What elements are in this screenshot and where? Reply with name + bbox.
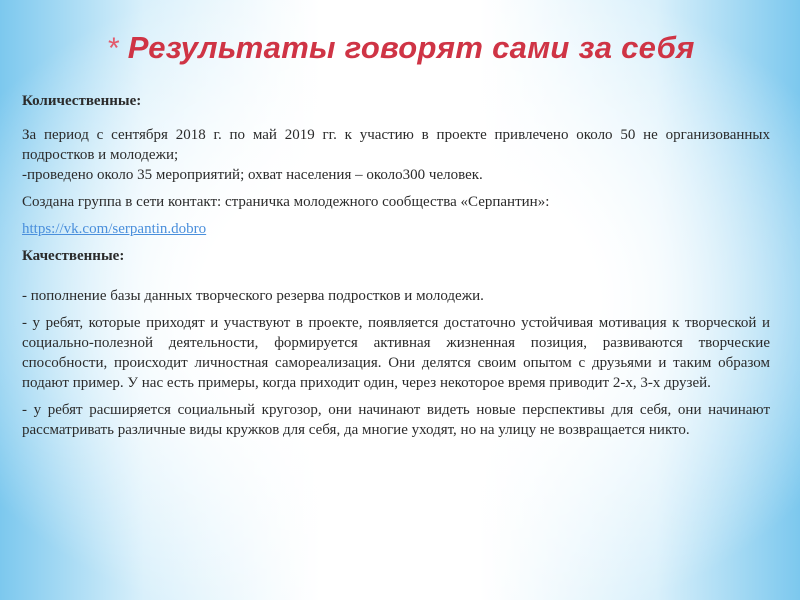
quantitative-heading: Количественные: bbox=[22, 93, 142, 109]
qualitative-item-outlook: - у ребят расширяется социальный кругозор, они начинают видеть новые перспективы для себя, они начинают рассматривать различные виды кружков для себя, да многие уходят, но на улицу не возвращается никто. bbox=[22, 402, 770, 438]
qualitative-item-reserve: - пополнение базы данных творческого резерва подростков и молодежи. bbox=[22, 288, 484, 304]
qualitative-heading: Качественные: bbox=[22, 248, 125, 264]
qualitative-item-motivation: - у ребят, которые приходят и участвуют в проекте, появляется достаточно устойчивая мотивация к творческой и социально-полезной деятельности, формируется активная жизненная позиция, развиваются творческие способности, происходит личностная самореализация. Они делятся своим опытом с друзьями и таким образом подают пример. У нас есть примеры, когда приходит один, через некоторое время приводит 2-х, 3-х друзей. bbox=[22, 315, 770, 391]
title-bullet-marker: * bbox=[108, 32, 120, 65]
vk-link-line bbox=[22, 219, 770, 239]
vk-group-link[interactable]: https://vk.com/serpantin.dobro bbox=[22, 221, 207, 237]
quantitative-paragraph-period: За период с сентября 2018 г. по май 2019 гг. к участию в проекте привлечено около 50 не организованных подростков и молодежи; bbox=[22, 127, 770, 163]
slide-title-row bbox=[108, 30, 695, 66]
slide-title: Результаты говорят сами за себя bbox=[127, 30, 695, 65]
quantitative-paragraph-events: -проведено около 35 мероприятий; охват населения – около300 человек. bbox=[22, 167, 483, 183]
slide-content bbox=[22, 91, 770, 440]
quantitative-paragraph-group: Создана группа в сети контакт: страничка молодежного сообщества «Серпантин»: bbox=[22, 194, 550, 210]
